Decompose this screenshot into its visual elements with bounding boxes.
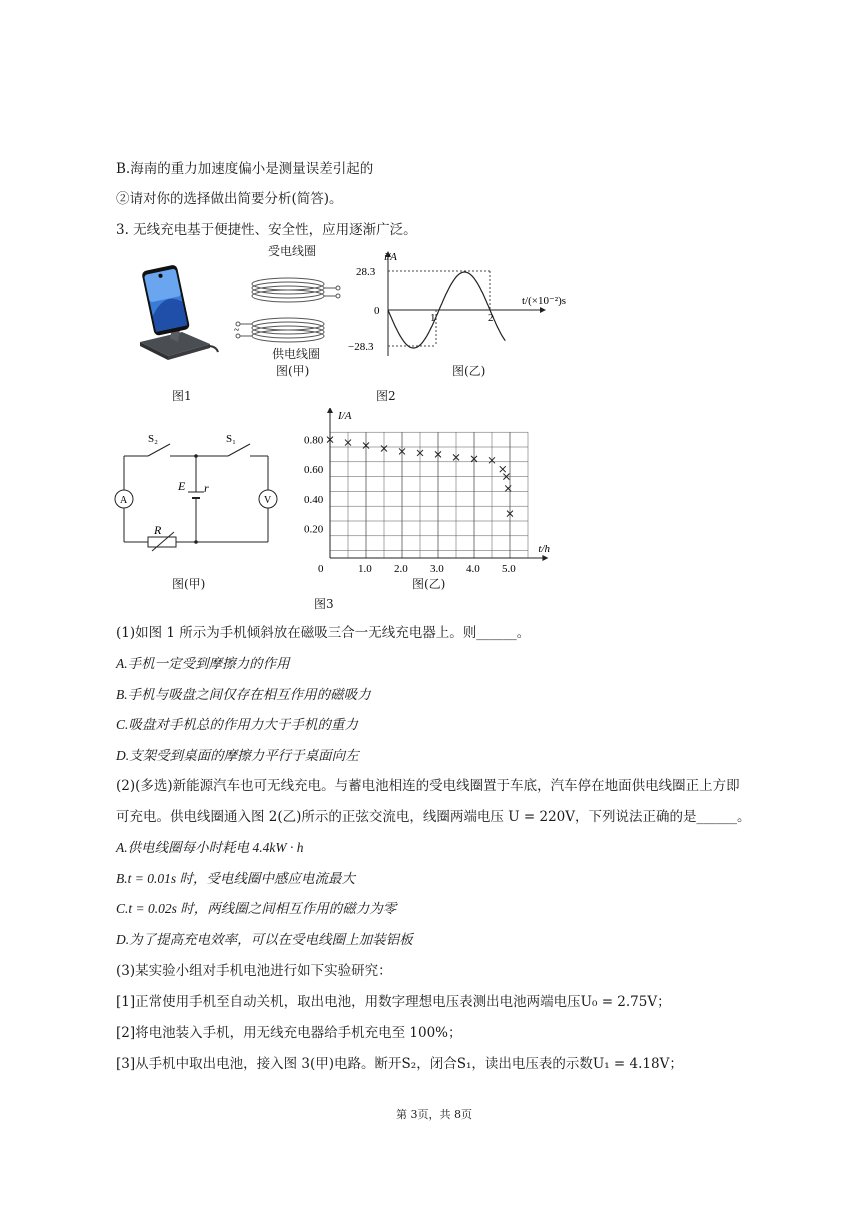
chart-y-tick-label: 0.80 xyxy=(304,434,324,447)
label-ammeter: A xyxy=(120,495,128,506)
question-2-line-1: (2)(多选)新能源汽车也可无线充电。与蓄电池相连的受电线圈置于车底，汽车停在地面供电线圈正上方即 xyxy=(116,778,740,794)
caption-fig3: 图3 xyxy=(314,597,334,611)
label-s1: S₁ xyxy=(226,433,236,445)
sine-xtick-2: 2 xyxy=(488,312,494,324)
question-2-line-2: 可充电。供电线圈通入图 2(乙)所示的正弦交流电，线圈两端电压 U = 220V，下列说法正确的是______。 xyxy=(116,809,751,825)
label-voltmeter: V xyxy=(264,495,272,506)
sine-xtick-1: 1 xyxy=(430,312,436,324)
chart-x-tick-label: 5.0 xyxy=(502,563,516,575)
caption-fig2-jia: 图(甲) xyxy=(276,364,310,378)
caption-fig2-yi: 图(乙) xyxy=(452,364,486,378)
caption-supply-coil: 供电线圈 xyxy=(272,347,321,361)
question-1-option-c: C.吸盘对手机总的作用力大于手机的重力 xyxy=(116,717,358,732)
caption-fig3-jia: 图(甲) xyxy=(172,577,206,591)
question-2-option-a: A.供电线圈每小时耗电 4.4kW · h xyxy=(116,840,304,855)
svg-text:~: ~ xyxy=(234,325,240,336)
label-r: r xyxy=(204,481,209,495)
question-1: (1)如图 1 所示为手机倾斜放在磁吸三合一无线充电器上。则______。 xyxy=(116,625,531,641)
chart-y-label: I/A xyxy=(338,409,352,422)
chart-x-arrow xyxy=(542,555,548,561)
text-line-question-3-intro: 3. 无线充电基于便捷性、安全性，应用逐渐广泛。 xyxy=(116,222,417,238)
step-2: [2]将电池装入手机，用无线充电器给手机充电至 100%； xyxy=(116,1025,462,1041)
label-rheostat: R xyxy=(154,523,162,537)
sine-ytick-zero: 0 xyxy=(374,305,380,317)
caption-receive-coil: 受电线圈 xyxy=(268,244,317,258)
chart-x-tick-label: 2.0 xyxy=(394,563,408,575)
chart-y-arrow xyxy=(327,408,333,413)
chart-x-tick-label: 1.0 xyxy=(358,563,372,575)
step-1: [1]正常使用手机至自动关机，取出电池，用数字理想电压表测出电池两端电压U₀ = 2.75V； xyxy=(116,994,671,1010)
figure-3-yi-chart xyxy=(300,408,570,578)
switch-s2 xyxy=(148,444,170,456)
sine-ytick-top: 28.3 xyxy=(356,266,376,278)
figure-1-phone-charger xyxy=(122,262,222,372)
question-1-option-d: D.支架受到桌面的摩擦力平行于桌面向左 xyxy=(116,748,359,763)
step-3: [3]从手机中取出电池，接入图 3(甲)电路。断开S₂，闭合S₁，读出电压表的示数U₁ = 4.18V； xyxy=(116,1056,683,1072)
sine-ytick-bottom: −28.3 xyxy=(348,341,374,353)
sine-ylabel: i/A xyxy=(384,251,397,263)
label-s2: S₂ xyxy=(148,433,158,445)
text-line-option-b-gravity: B.海南的重力加速度偏小是测量误差引起的 xyxy=(116,161,374,177)
figure-3-jia-circuit xyxy=(108,428,278,558)
chart-y-tick-label: 0.40 xyxy=(304,493,324,506)
question-1-option-a: A.手机一定受到摩擦力的作用 xyxy=(116,656,290,671)
caption-fig3-yi: 图(乙) xyxy=(412,577,446,591)
page-footer: 第 3页，共 8页 xyxy=(396,1108,472,1121)
chart-y-tick-label: 0.60 xyxy=(304,464,324,477)
sine-xlabel: t/(×10⁻²)s xyxy=(522,295,567,307)
data-point xyxy=(500,466,506,472)
question-3: (3)某实验小组对手机电池进行如下实验研究： xyxy=(116,963,392,979)
question-2-option-d: D.为了提高充电效率，可以在受电线圈上加装铝板 xyxy=(116,932,413,947)
label-e: E xyxy=(178,479,186,493)
text-line-analysis: ②请对你的选择做出简要分析(简答)。 xyxy=(116,191,343,207)
chart-x-tick-label: 3.0 xyxy=(430,563,444,575)
caption-fig2: 图2 xyxy=(376,389,396,403)
question-2-option-b: B.t = 0.01s 时，受电线圈中感应电流最大 xyxy=(116,871,355,886)
figure-2-yi-sine-graph xyxy=(340,248,620,363)
chart-y-tick-label: 0.20 xyxy=(304,523,324,536)
chart-x-tick-label: 4.0 xyxy=(466,563,480,575)
chart-x-label: t/h xyxy=(538,543,551,555)
chart-x-tick-label: 0 xyxy=(318,563,324,575)
switch-s1 xyxy=(228,444,250,456)
question-1-option-b: B.手机与吸盘之间仅存在相互作用的磁吸力 xyxy=(116,687,371,702)
question-2-option-c: C.t = 0.02s 时，两线圈之间相互作用的磁力为零 xyxy=(116,901,397,916)
caption-fig1: 图1 xyxy=(172,389,192,403)
